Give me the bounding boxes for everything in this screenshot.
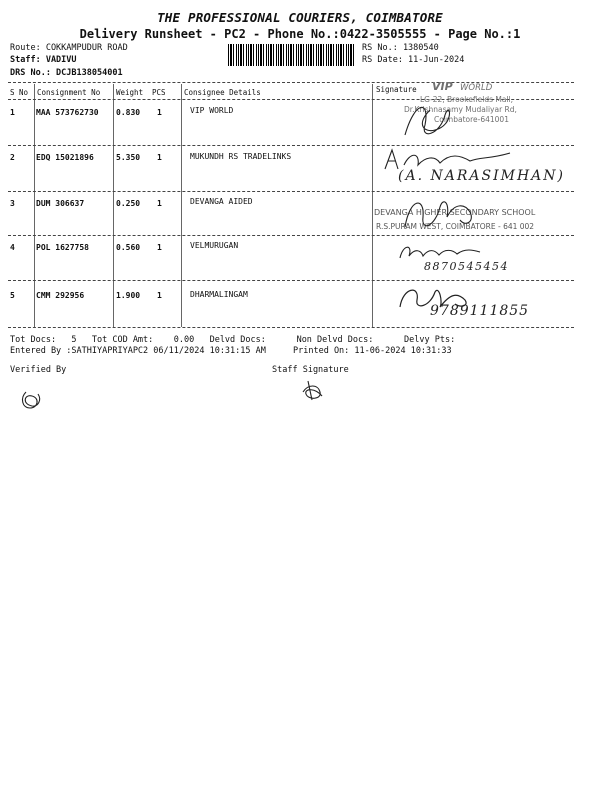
verified-by-label: Verified By (10, 365, 67, 375)
row-weight: 0.830 (116, 108, 141, 117)
stamp-address-line: Dr.Krishnasamy Mudaliyar Rd, (404, 105, 517, 114)
col-signature: Signature (376, 85, 417, 94)
row-sno: 3 (10, 199, 15, 208)
row-sno: 2 (10, 153, 15, 162)
row-consignee: VELMURUGAN (190, 241, 239, 250)
signature-scribble (395, 95, 465, 145)
row-weight: 5.350 (116, 153, 141, 162)
row-consignment: CMM 292956 (36, 291, 85, 300)
barcode (228, 44, 355, 66)
handwritten-name: (A. NARASIMHAN) (398, 168, 565, 184)
staff-signature (298, 378, 328, 403)
col-divider (34, 84, 35, 327)
row-rule (8, 235, 574, 236)
school-stamp-line: R.S.PURAM WEST, COIMBATORE - 641 002 (376, 222, 535, 231)
row-weight: 0.250 (116, 199, 141, 208)
row-weight: 1.900 (116, 291, 141, 300)
row-consignment: POL 1627758 (36, 243, 89, 252)
signature-scribble (395, 192, 485, 232)
col-divider (181, 84, 182, 327)
col-consignment: Consignment No (37, 88, 101, 97)
totals-line: Tot Docs: 5 Tot COD Amt: 0.00 Delvd Docs: Non Delvd Docs: Delvy Pts: (10, 335, 456, 345)
row-consignee: DEVANGA AIDED (190, 197, 253, 206)
company-title: THE PROFESSIONAL COURIERS, COIMBATORE (157, 10, 443, 25)
row-rule (8, 191, 574, 192)
row-sno: 4 (10, 243, 15, 252)
row-consignment: EDQ 15021896 (36, 153, 94, 162)
entered-by: Entered By :SATHIYAPRIYAPC2 06/11/2024 10:31:15 AM (10, 346, 266, 356)
stamp-address-line: LG-22, Brookefields Mall, (420, 95, 514, 104)
row-rule (8, 280, 574, 281)
school-stamp-line: DEVANGA HIGHER SECONDARY SCHOOL (374, 208, 536, 217)
row-consignment: MAA 573762730 (36, 108, 99, 117)
drs-number: DRS No.: DCJB138054001 (10, 68, 123, 78)
table-bottom-rule (8, 327, 574, 328)
col-pcs: PCS (152, 88, 166, 97)
row-weight: 0.560 (116, 243, 141, 252)
staff-signature-label: Staff Signature (272, 365, 349, 375)
vip-world-text: WORLD (460, 83, 493, 93)
col-divider (372, 84, 373, 327)
printed-on: Printed On: 11-06-2024 10:31:33 (293, 346, 452, 356)
route-label: Route: COKKAMPUDUR ROAD (10, 43, 128, 53)
rs-date: RS Date: 11-Jun-2024 (362, 55, 465, 65)
row-pcs: 1 (157, 199, 162, 208)
row-consignment: DUM 306637 (36, 199, 85, 208)
col-weight: Weight (116, 88, 144, 97)
staff-label: Staff: VADIVU (10, 55, 77, 65)
vip-logo: VIP (432, 80, 453, 93)
row-pcs: 1 (157, 153, 162, 162)
verifier-signature (18, 388, 48, 413)
col-divider (113, 84, 114, 327)
handwritten-phone: 9789111855 (430, 303, 530, 319)
row-rule (8, 145, 574, 146)
rs-number: RS No.: 1380540 (362, 43, 439, 53)
row-pcs: 1 (157, 108, 162, 117)
row-pcs: 1 (157, 291, 162, 300)
col-sno: S No (10, 88, 29, 97)
row-consignee: DHARMALINGAM (190, 290, 248, 299)
runsheet-title: Delivery Runsheet - PC2 - Phone No.:0422-3505555 - Page No.:1 (79, 27, 521, 41)
row-sno: 1 (10, 108, 15, 117)
stamp-address-line: Coimbatore-641001 (434, 115, 509, 124)
row-pcs: 1 (157, 243, 162, 252)
handwritten-phone: 8870545454 (424, 260, 509, 273)
col-consignee: Consignee Details (184, 88, 261, 97)
signature-scribble (395, 240, 485, 262)
row-consignee: VIP WORLD (190, 106, 234, 115)
row-consignee: MUKUNDH RS TRADELINKS (190, 152, 292, 161)
row-sno: 5 (10, 291, 15, 300)
